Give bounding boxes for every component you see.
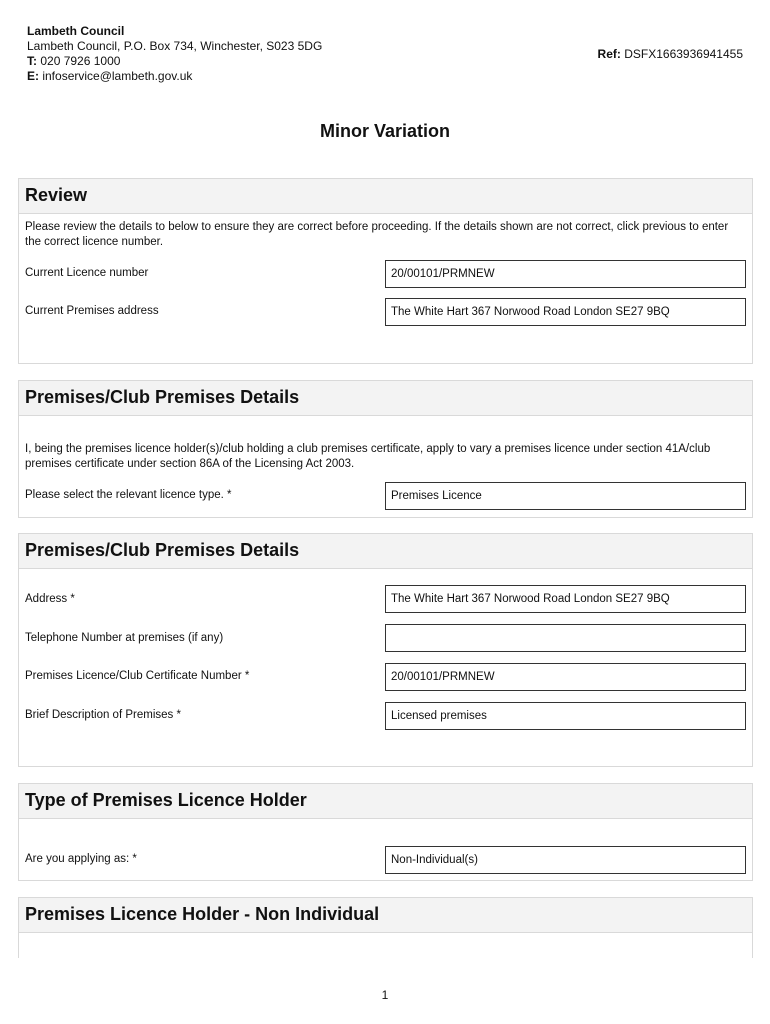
telephone-label: Telephone Number at premises (if any) xyxy=(25,632,224,644)
section-heading: Premises/Club Premises Details xyxy=(19,381,752,416)
licence-type-field[interactable]: Premises Licence xyxy=(385,482,746,510)
applying-as-field[interactable]: Non-Individual(s) xyxy=(385,846,746,874)
telephone-field[interactable] xyxy=(385,624,746,652)
holder-type-section xyxy=(18,783,753,881)
page-number: 1 xyxy=(381,988,389,1002)
document-title: Minor Variation xyxy=(319,121,451,141)
premises-address-label: Current Premises address xyxy=(25,305,159,317)
licence-type-label: Please select the relevant licence type. * xyxy=(25,489,232,501)
council-header xyxy=(27,24,322,84)
org-email: infoservice@lambeth.gov.uk xyxy=(42,69,193,83)
phone-label: T: xyxy=(27,54,37,68)
applying-as-label: Are you applying as: * xyxy=(25,853,137,865)
section-heading: Review xyxy=(19,179,752,214)
address-field[interactable]: The White Hart 367 Norwood Road London SE27 9BQ xyxy=(385,585,746,613)
address-label: Address * xyxy=(25,593,75,605)
review-section xyxy=(18,178,753,364)
ref-value: DSFX1663936941455 xyxy=(624,47,743,61)
ref-label: Ref: xyxy=(597,47,621,61)
reference xyxy=(598,47,743,61)
premises-intro: I, being the premises licence holder(s)/club holding a club premises certificate, apply to vary a premises licence under section 41A/club premises certificate under section 86A of the Licensing Act 2003. xyxy=(25,443,711,470)
holder-non-individual-section xyxy=(18,897,753,958)
org-phone-line xyxy=(27,54,322,69)
premises-address-field[interactable]: The White Hart 367 Norwood Road London SE27 9BQ xyxy=(385,298,746,326)
certificate-number-label: Premises Licence/Club Certificate Number * xyxy=(25,670,250,682)
premises-description-label: Brief Description of Premises * xyxy=(25,709,181,721)
section-heading: Premises Licence Holder - Non Individual xyxy=(19,898,752,933)
org-address: Lambeth Council, P.O. Box 734, Winchester, S023 5DG xyxy=(27,39,323,53)
licence-number-field[interactable]: 20/00101/PRMNEW xyxy=(385,260,746,288)
org-phone: 020 7926 1000 xyxy=(40,54,121,68)
premises-description-field[interactable]: Licensed premises xyxy=(385,702,746,730)
org-email-line xyxy=(27,69,322,84)
certificate-number-field[interactable]: 20/00101/PRMNEW xyxy=(385,663,746,691)
premises-details-section xyxy=(18,380,753,518)
section-heading: Type of Premises Licence Holder xyxy=(19,784,752,819)
email-label: E: xyxy=(27,69,39,83)
section-heading: Premises/Club Premises Details xyxy=(19,534,752,569)
licence-number-label: Current Licence number xyxy=(25,267,149,279)
org-name: Lambeth Council xyxy=(27,24,125,38)
premises-club-details-section xyxy=(18,533,753,767)
review-intro: Please review the details to below to ensure they are correct before proceeding. If the details shown are not correct, click previous to enter the correct licence number. xyxy=(25,221,729,248)
